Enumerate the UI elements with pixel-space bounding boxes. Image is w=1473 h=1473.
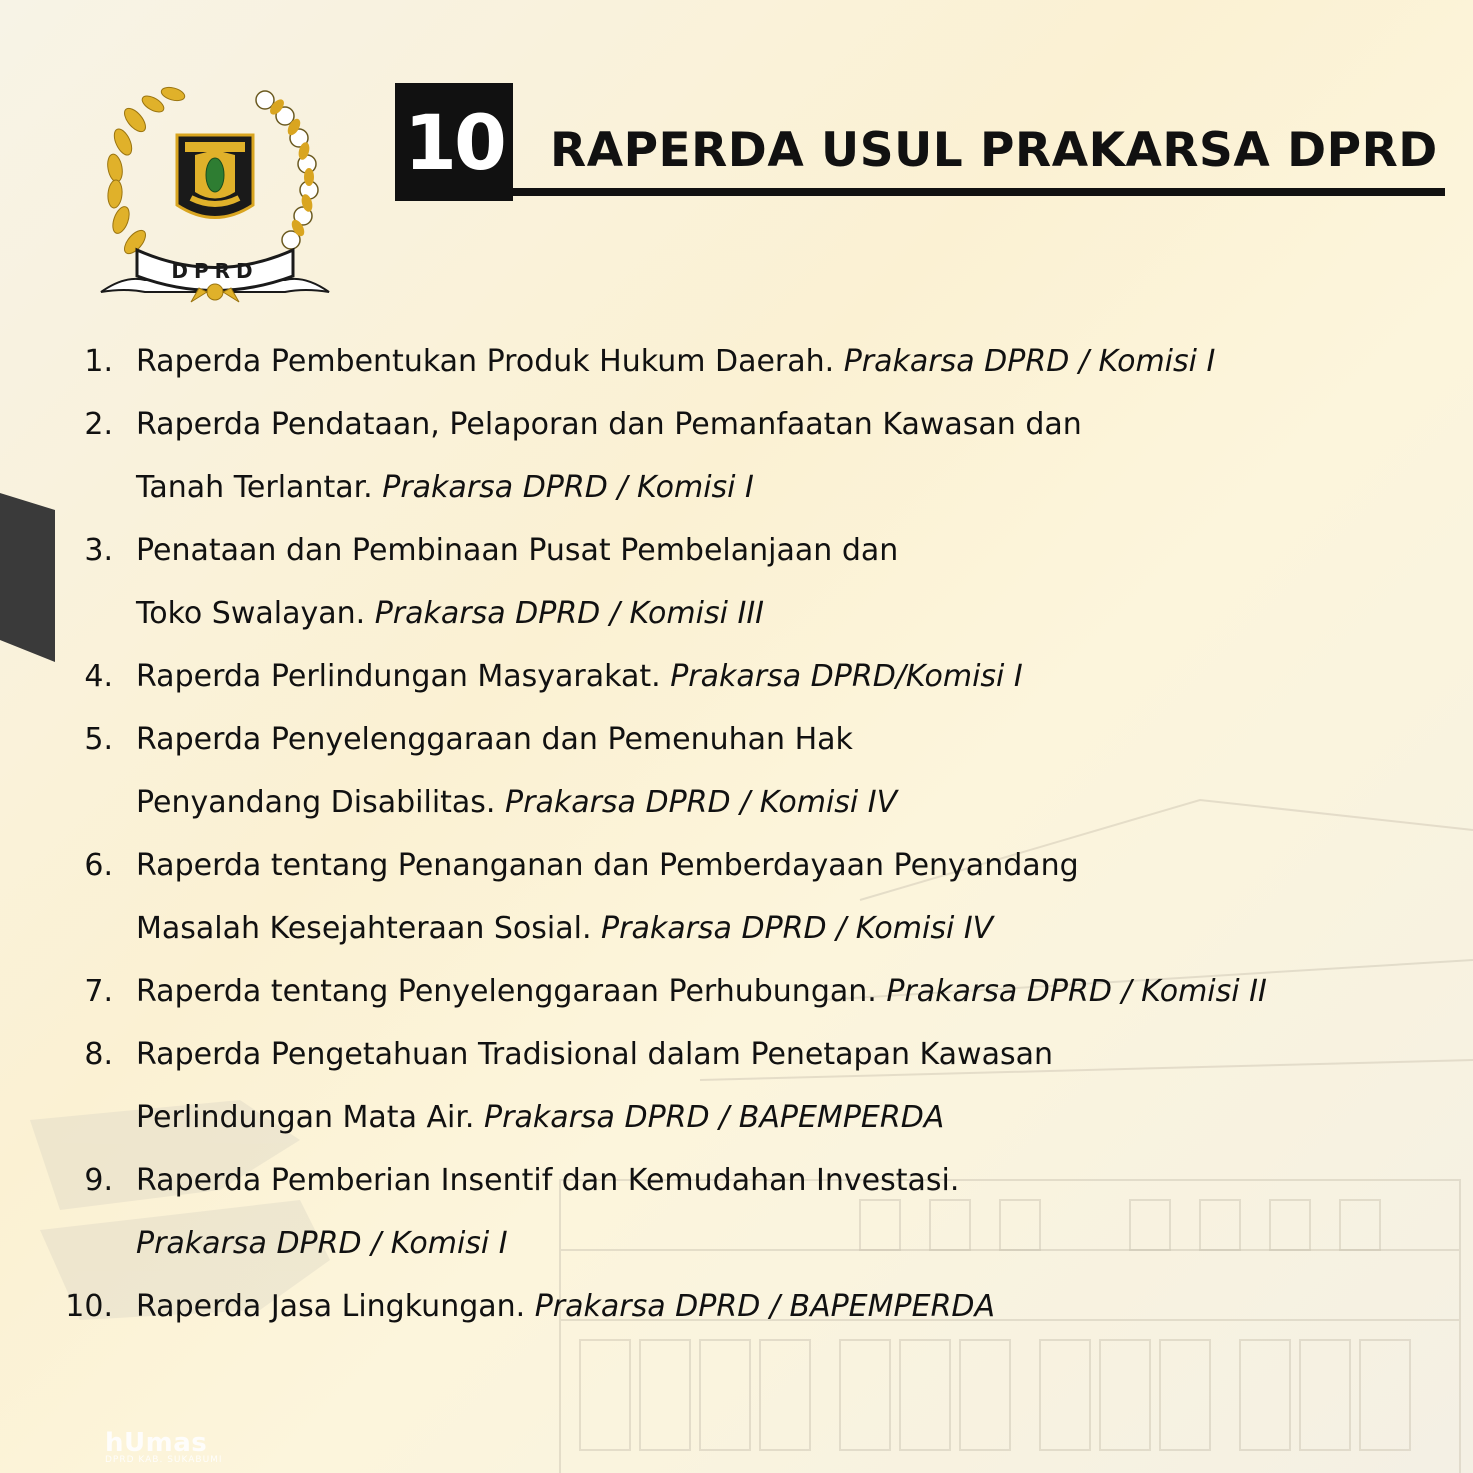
- list-item-line: [0, 1149, 1473, 1212]
- list-item-number: 4.: [84, 659, 113, 694]
- raperda-initiator: Prakarsa DPRD / Komisi I: [136, 1226, 508, 1261]
- list-item-line: [0, 1275, 1473, 1338]
- list-item-number: 10.: [65, 1289, 113, 1324]
- list-item-line: [0, 1023, 1473, 1086]
- list-item-line: [0, 960, 1473, 1023]
- dprd-logo: [95, 80, 335, 305]
- list-item-line: [0, 330, 1473, 393]
- list-item-number: 8.: [84, 1037, 113, 1072]
- footer-brand: hUmas: [105, 1428, 208, 1458]
- list-item: [0, 960, 1473, 1023]
- raperda-initiator: Prakarsa DPRD / Komisi III: [374, 596, 765, 631]
- list-item: [0, 330, 1473, 393]
- page-title: RAPERDA USUL PRAKARSA DPRD: [550, 123, 1438, 178]
- raperda-initiator: Prakarsa DPRD / Komisi I: [843, 344, 1216, 379]
- raperda-title: Raperda Pengetahuan Tradisional dalam Penetapan Kawasan: [136, 1037, 1053, 1072]
- raperda-title: Penyandang Disabilitas.: [136, 785, 506, 820]
- raperda-initiator: Prakarsa DPRD / BAPEMPERDA: [534, 1289, 996, 1324]
- list-item-number: 7.: [84, 974, 113, 1009]
- footer-sub: DPRD KAB. SUKABUMI: [105, 1455, 223, 1465]
- raperda-title: Raperda Pemberian Insentif dan Kemudahan Investasi.: [136, 1163, 960, 1198]
- list-item-number: 9.: [84, 1163, 113, 1198]
- list-item-number: 1.: [84, 344, 113, 379]
- list-item-line: [0, 645, 1473, 708]
- raperda-initiator: Prakarsa DPRD/Komisi I: [670, 659, 1023, 694]
- raperda-title: Raperda tentang Penanganan dan Pemberdayaan Penyandang: [136, 848, 1079, 883]
- list-item: [0, 645, 1473, 708]
- list-item: [0, 393, 1473, 519]
- list-item-line: [0, 708, 1473, 771]
- count-badge: 10: [395, 83, 513, 201]
- list-item-line: [0, 1086, 1473, 1149]
- list-item-line: [0, 519, 1473, 582]
- raperda-initiator: Prakarsa DPRD / Komisi IV: [601, 911, 994, 946]
- list-item: [0, 834, 1473, 960]
- title-block: [395, 83, 1445, 203]
- raperda-title: Raperda Pembentukan Produk Hukum Daerah.: [136, 344, 844, 379]
- raperda-title: Raperda tentang Penyelenggaraan Perhubungan.: [136, 974, 887, 1009]
- raperda-title: Perlindungan Mata Air.: [136, 1100, 485, 1135]
- raperda-list: [0, 330, 1473, 1338]
- list-item-number: 2.: [84, 407, 113, 442]
- list-item-line: [0, 834, 1473, 897]
- raperda-title: Raperda Jasa Lingkungan.: [136, 1289, 535, 1324]
- raperda-initiator: Prakarsa DPRD / Komisi II: [886, 974, 1267, 1009]
- raperda-title: Raperda Pendataan, Pelaporan dan Pemanfaatan Kawasan dan: [136, 407, 1082, 442]
- list-item: [0, 708, 1473, 834]
- raperda-initiator: Prakarsa DPRD / Komisi I: [382, 470, 754, 505]
- list-item-line: [0, 771, 1473, 834]
- list-item: [0, 1149, 1473, 1275]
- list-item-line: [0, 897, 1473, 960]
- title-underline: [395, 188, 1445, 196]
- raperda-title: Toko Swalayan.: [136, 596, 375, 631]
- list-item-line: [0, 456, 1473, 519]
- raperda-title: Raperda Penyelenggaraan dan Pemenuhan Hak: [136, 722, 853, 757]
- list-item: [0, 1275, 1473, 1338]
- list-item: [0, 519, 1473, 645]
- list-item-line: [0, 1212, 1473, 1275]
- raperda-title: Tanah Terlantar.: [136, 470, 383, 505]
- raperda-initiator: Prakarsa DPRD / BAPEMPERDA: [484, 1100, 945, 1135]
- list-item-number: 3.: [84, 533, 113, 568]
- list-item-line: [0, 393, 1473, 456]
- logo-ribbon-text: DPRD: [171, 259, 259, 283]
- raperda-title: Penataan dan Pembinaan Pusat Pembelanjaan dan: [136, 533, 899, 568]
- humas-watermark: [105, 1428, 223, 1465]
- raperda-title: Masalah Kesejahteraan Sosial.: [136, 911, 602, 946]
- raperda-initiator: Prakarsa DPRD / Komisi IV: [505, 785, 898, 820]
- list-item-line: [0, 582, 1473, 645]
- list-item-number: 6.: [84, 848, 113, 883]
- list-item-number: 5.: [84, 722, 113, 757]
- raperda-title: Raperda Perlindungan Masyarakat.: [136, 659, 671, 694]
- list-item: [0, 1023, 1473, 1149]
